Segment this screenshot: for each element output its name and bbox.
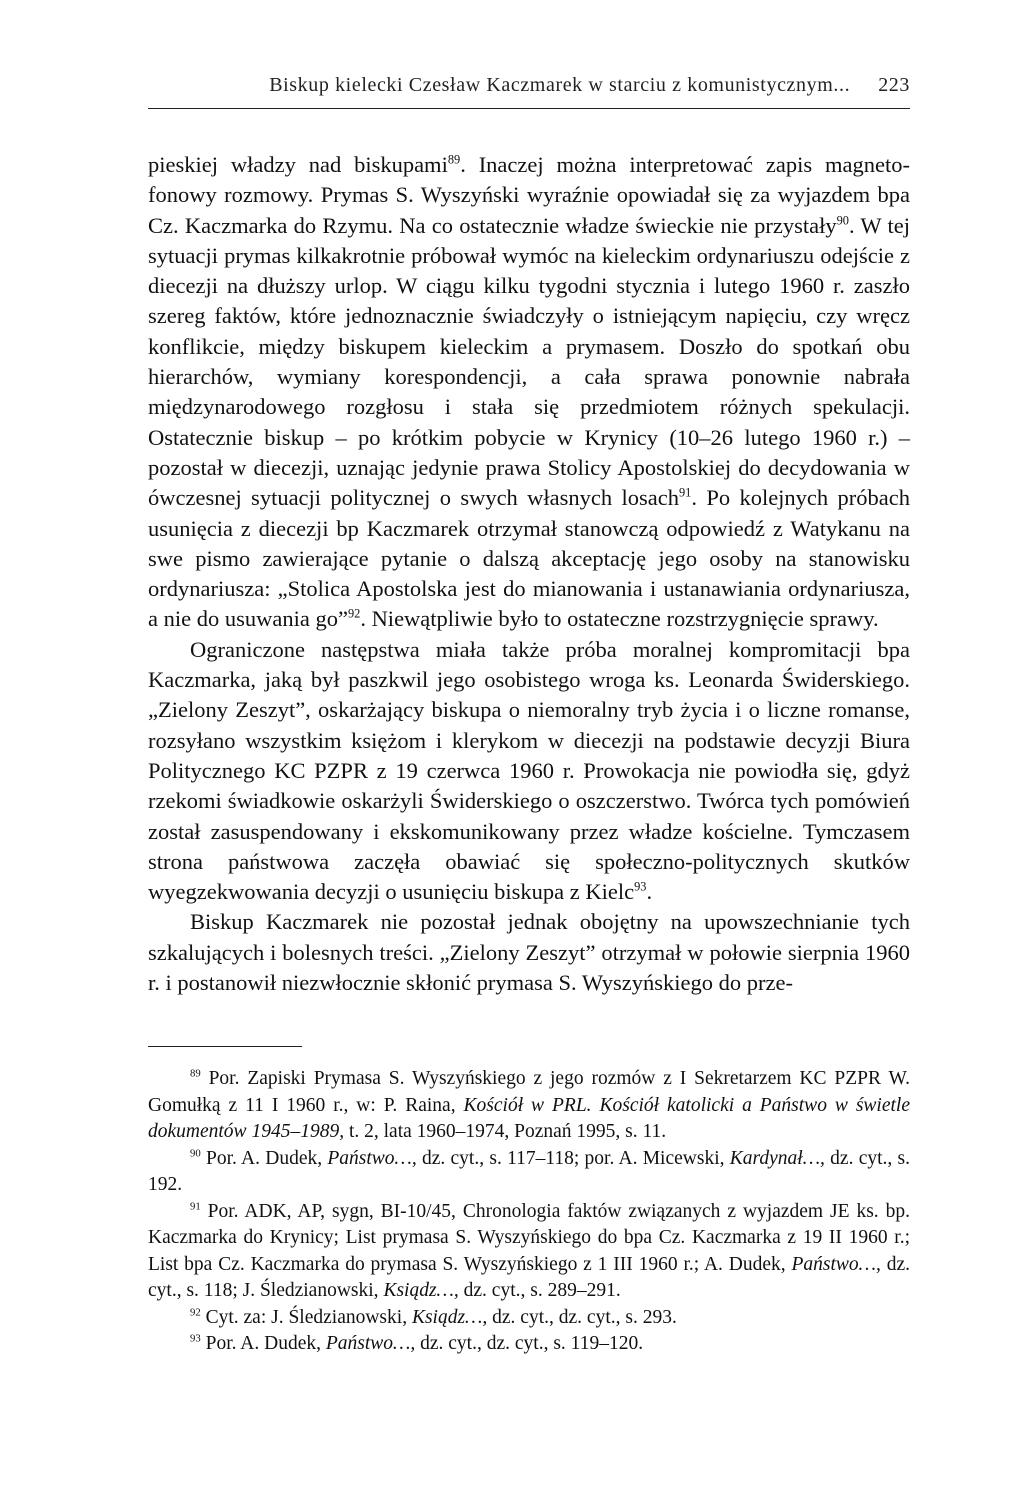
text-run: dz. cyt., s. 192. <box>148 1147 910 1195</box>
running-title: Biskup kielecki Czesław Kaczmarek w starciu z komunistycznym... <box>269 74 851 96</box>
text-run: dz. cyt., dz. cyt., s. 119–120. <box>415 1333 644 1354</box>
footnote-number: 90 <box>190 1147 201 1159</box>
footnote-93 <box>148 1331 910 1358</box>
footnote-number: 92 <box>190 1306 201 1318</box>
text-run: Cyt. za: J. Śledzianowski, <box>200 1306 412 1328</box>
footnote-90 <box>148 1146 910 1199</box>
text-run: t. 2, lata 1960–1974, Poznań 1995, s. 11. <box>344 1121 667 1142</box>
text-run: dz. cyt., s. 289–291. <box>458 1280 621 1301</box>
italic-title: Państwo…, <box>791 1253 881 1275</box>
text-run: Por. Zapiski Prymasa S. Wyszyńskiego z jego rozmów z I Sekretarzem KC PZPR W. Gomułką z 11 I 1960 r., w: P. Raina, <box>148 1068 910 1116</box>
footnote-separator <box>148 1046 302 1047</box>
text-run: . <box>646 879 653 905</box>
paragraph-3 <box>148 907 910 998</box>
text-run: Ograniczone następstwa miała także próba moralnej kompromitacji bpa Kaczmarka, jaką był paszkwil jego osobistego wroga ks. Leonarda Świderskiego. „Zielony Zeszyt”, oskarżający biskupa o niemoralny tryb życia i o liczne romanse, rozsyłano wszystkim księżom i klerykom w diecezji na podstawie decyzji Biura Politycznego KC PZPR z 19 czerwca 1960 r. Prowokacja nie powiodła się, gdyż rzekomi świadkowie oskarżyli Świderskiego o oszczerstwo. Twórca tych pomówień został zasuspendowany i ekskomunikowany przez władze kościelne. Tymczasem strona państwowa zaczęła obawiać się społeczno-politycznych skutków wyegzekwowania decyzji o usunięciu biskupa z Kielc <box>148 636 910 905</box>
italic-title: Ksiądz…, <box>383 1280 459 1301</box>
text-run: Biskup Kaczmarek nie pozostał jednak obojętny na upowszechnianie tych szkalujących i bolesnych treści. „Zielony Zeszyt” otrzymał w połowie sierpnia 1960 r. i postanowił niezwłocznie skłonić prymasa S. Wyszyńskiego do prze- <box>148 909 910 996</box>
footnote-ref-90: 90 <box>836 213 849 228</box>
footnote-number: 91 <box>190 1200 201 1212</box>
paragraph-2 <box>148 635 910 908</box>
footnote-89 <box>148 1066 910 1146</box>
paragraph-1 <box>148 150 910 635</box>
footnotes <box>148 1066 910 1358</box>
running-header <box>148 74 910 109</box>
text-run: . W tej sytuacji prymas kilkakrotnie próbował wymóc na kieleckim ordynariuszu odejście z diecezji na dłuższy urlop. W ciągu kilku tygodni stycznia i lutego 1960 r. zaszło szereg faktów, które jednoznacznie świadczyły o istniejącym napięciu, czy wręcz konflikcie, między biskupem kieleckim a prymasem. Doszło do spotkań obu hierarchów, wymiany korespondencji, a cała sprawa ponownie nabrała międzynarodowego rozgłosu i stała się przedmiotem różnych spekulacji. Ostatecznie biskup – po krótkim pobycie w Krynicy (10–26 lutego 1960 r.) – pozostał w diecezji, uznając jedynie prawa Stolicy Apostolskiej do decydowania w ówczesnej sytuacji politycznej o swych własnych losach <box>148 212 910 511</box>
text-run: Por. ADK, AP, sygn, BI-10/45, Chronologia faktów związanych z wyjazdem JE ks. bp. Kaczmarka do Krynicy; List prymasa S. Wyszyńskiego do bpa Cz. Kaczmarka z 19 II 1960 r.; List bpa Cz. Kaczmarka do prymasa S. Wyszyńskiego z 1 III 1960 r.; A. Dudek, <box>148 1200 910 1275</box>
text-run: dz. cyt., s. 118; J. Śledzianowski, <box>148 1253 911 1301</box>
text-run: . Po kolejnych próbach usunięcia z diecezji bp Kaczmarek otrzymał stanowczą odpowiedź z Watykanu na swe pismo zawierające pytanie o dalszą akceptację jego osoby na stanowisku ordynariusza: „Stolica Apostolska jest do mianowania i ustanawiania ordynariusza, a nie do usuwania go” <box>148 485 910 632</box>
footnote-number: 89 <box>190 1067 201 1080</box>
text-run: Por. A. Dudek, <box>200 1333 326 1354</box>
italic-title: Ksiądz…, <box>411 1306 488 1328</box>
page-number: 223 <box>878 74 910 96</box>
text-run: . Inaczej można interpretować zapis magnetofonowy rozmowy. Prymas S. Wyszyński wyraźnie opowiadał się za wyjazdem bpa Cz. Kaczmarka do Rzymu. Na co ostatecznie władze świeckie nie przystały <box>148 152 910 238</box>
footnote-91 <box>148 1199 910 1305</box>
footnote-92 <box>148 1305 910 1332</box>
text-run: dz. cyt., s. 117–118; por. A. Micewski, <box>416 1147 730 1169</box>
italic-title: Państwo…, <box>325 1333 416 1354</box>
footnote-ref-89: 89 <box>447 152 461 167</box>
text-run: Por. A. Dudek, <box>200 1147 328 1169</box>
footnote-ref-93: 93 <box>634 879 647 894</box>
main-text <box>148 150 910 998</box>
italic-title: Państwo…, <box>327 1147 417 1169</box>
footnote-ref-92: 92 <box>347 606 361 621</box>
text-run: . Niewątpliwie było to ostateczne rozstrzygnięcie sprawy. <box>360 606 879 632</box>
footnote-number: 93 <box>190 1332 201 1345</box>
italic-title: Kościół w PRL. Kościół katolicki a Państwo w świetle dokumentów 1945–1989, <box>148 1094 910 1142</box>
italic-title: Kardynał…, <box>729 1147 825 1169</box>
footnote-ref-91: 91 <box>678 485 692 500</box>
text-run: pieskiej władzy nad biskupami <box>148 152 448 177</box>
text-run: dz. cyt., dz. cyt., s. 293. <box>487 1306 677 1328</box>
